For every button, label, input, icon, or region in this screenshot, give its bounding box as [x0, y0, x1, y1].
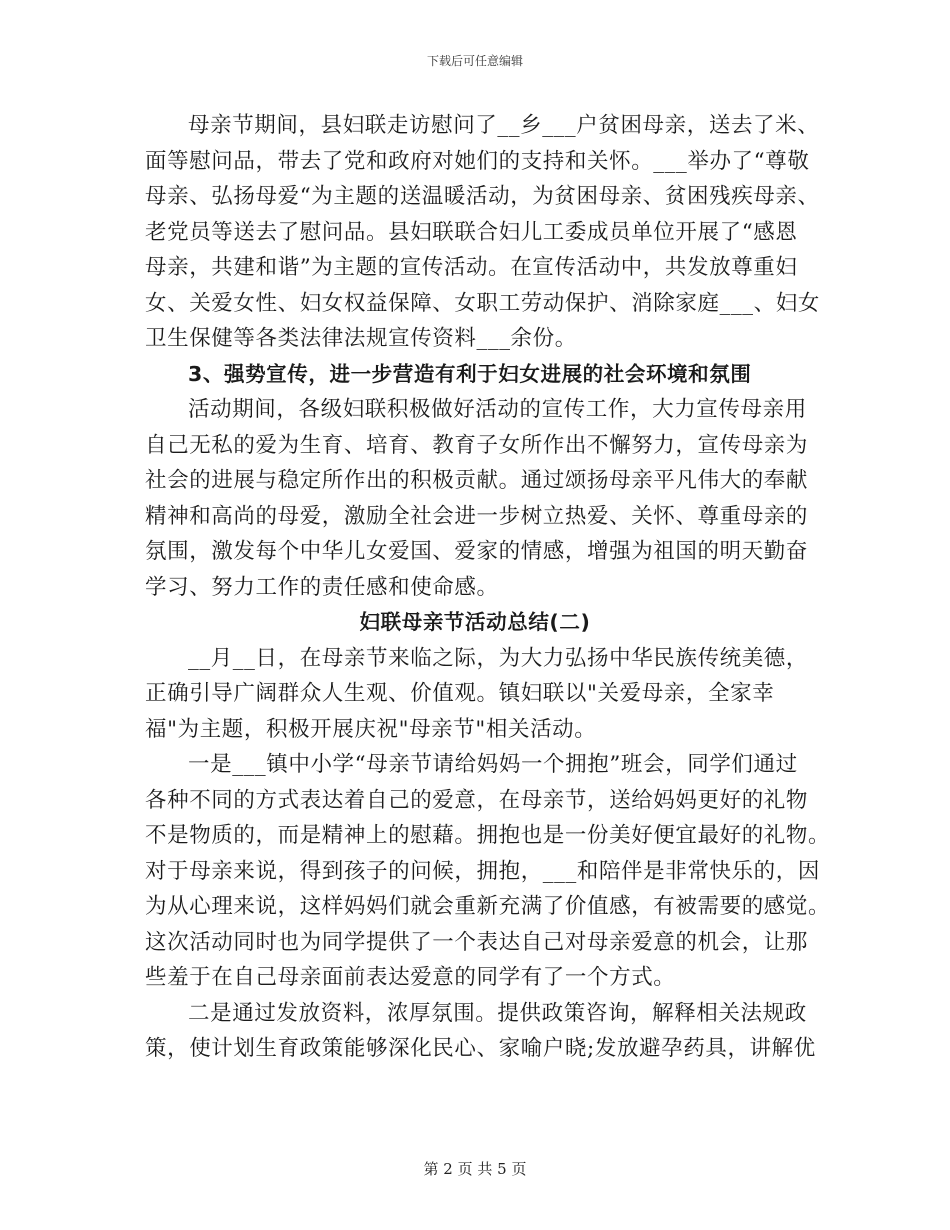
paragraph-line: 面等慰问品，带去了党和政府对她们的支持和关怀。___举办了“尊敬	[145, 148, 810, 174]
paragraph-line: 对于母亲来说，得到孩子的问候，拥抱，___和陪伴是非常快乐的，因	[145, 858, 820, 884]
paragraph-line: 一是___镇中小学“母亲节请给妈妈一个拥抱”班会，同学们通过	[188, 752, 798, 777]
paragraph-line: 老党员等送去了慰问品。县妇联联合妇儿工委成员单位开展了“感恩	[145, 219, 798, 245]
paragraph-line: 氛围，激发每个中华儿女爱国、爱家的情感，增强为祖国的明天勤奋	[145, 539, 809, 564]
paragraph-line: 活动期间，各级妇联积极做好活动的宣传工作，大力宣传母亲用	[188, 397, 807, 422]
document-body	[145, 108, 831, 1067]
paragraph-line: 精神和高尚的母爱，激励全社会进一步树立热爱、关怀、尊重母亲的	[145, 503, 809, 529]
paragraph-line: 这次活动同时也为同学提供了一个表达自己对母亲爱意的机会，让那	[145, 929, 809, 955]
paragraph-line: 二是通过发放资料，浓厚氛围。提供政策咨询，解释相关法规政	[188, 1000, 807, 1026]
paragraph-line: 正确引导广阔群众人生观、价值观。镇妇联以"关爱母亲，全家幸	[145, 681, 775, 706]
paragraph-line: 女、关爱女性、妇女权益保障、女职工劳动保护、消除家庭___、妇女	[145, 290, 820, 316]
page-footer: 第 2 页 共 5 页	[423, 1160, 527, 1178]
paragraph-line: 自己无私的爱为生育、培育、教育子女所作出不懈努力，宣传母亲为	[145, 432, 809, 458]
paragraph-line: 策，使计划生育政策能够深化民心、家喻户晓;发放避孕药具，讲解优	[145, 1036, 816, 1061]
section-heading: 3、强势宣传，进一步营造有利于妇女进展的社会环境和氛围	[188, 361, 752, 386]
paragraph-line: 母亲节期间，县妇联走访慰问了__乡___户贫困母亲，送去了米、	[188, 113, 820, 138]
paragraph-line: 些羞于在自己母亲面前表达爱意的同学有了一个方式。	[145, 965, 676, 990]
paragraph-line: 母亲，共建和谐”为主题的宣传活动。在宣传活动中，共发放尊重妇	[145, 255, 798, 280]
article-title: 妇联母亲节活动总结(二)	[359, 610, 591, 634]
page-header: 下载后可任意编辑	[426, 54, 523, 68]
paragraph-line: 为从心理来说，这样妈妈们就会重新充满了价值感，有被需要的感觉。	[145, 894, 831, 919]
paragraph-line: 各种不同的方式表达着自己的爱意，在母亲节，送给妈妈更好的礼物	[145, 787, 809, 813]
paragraph-line: 社会的进展与稳定所作出的积极贡献。通过颂扬母亲平凡伟大的奉献	[145, 468, 809, 493]
paragraph-line: 卫生保健等各类法律法规宣传资料___余份。	[145, 326, 577, 351]
paragraph-line: 福"为主题，积极开展庆祝"母亲节"相关活动。	[145, 716, 597, 742]
paragraph-line: 不是物质的，而是精神上的慰藉。拥抱也是一份美好便宜最好的礼物。	[145, 823, 831, 848]
paragraph-line: 学习、努力工作的责任感和使命感。	[145, 574, 499, 600]
paragraph-line: 母亲、弘扬母爱“为主题的送温暖活动，为贫困母亲、贫困残疾母亲、	[145, 184, 820, 209]
paragraph-line: __月__日，在母亲节来临之际，为大力弘扬中华民族传统美德，	[188, 645, 809, 671]
